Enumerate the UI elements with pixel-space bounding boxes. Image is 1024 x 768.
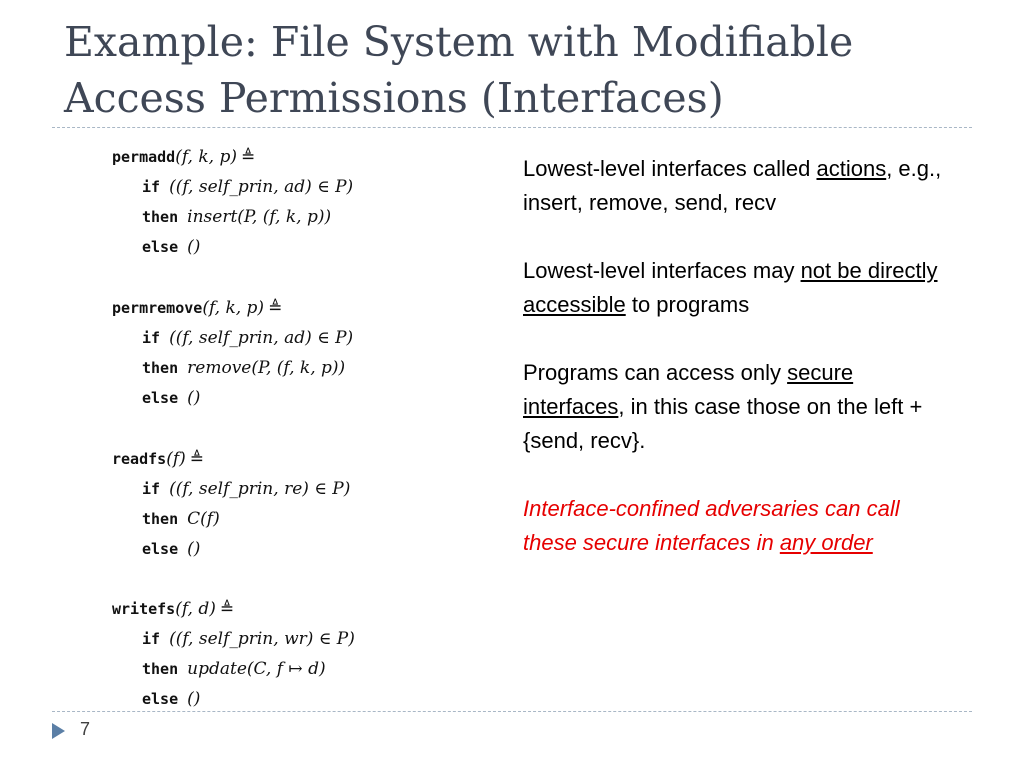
code-if-line xyxy=(112,474,350,504)
code-else-line xyxy=(112,534,350,564)
code-if-line xyxy=(112,624,355,654)
code-if-line xyxy=(112,172,353,202)
if-keyword: if xyxy=(142,178,161,196)
text-run: Lowest-level interfaces may xyxy=(523,258,801,283)
if-keyword: if xyxy=(142,329,161,347)
func-args: (f, k, p) xyxy=(175,147,237,167)
condition: ((f, self_prin, ad) ∈ P) xyxy=(169,177,354,197)
page-number: 7 xyxy=(80,719,91,739)
code-else-line xyxy=(112,684,355,714)
then-expression: C(f) xyxy=(187,509,220,529)
defeq-symbol: ≜ xyxy=(219,599,235,619)
else-expression: () xyxy=(187,539,201,559)
paragraph-actions xyxy=(523,152,953,220)
code-block-writefs xyxy=(112,594,355,714)
footer-divider xyxy=(52,711,972,712)
else-expression: () xyxy=(187,689,201,709)
else-keyword: else xyxy=(142,540,179,558)
code-else-line xyxy=(112,383,353,413)
paragraph-not-accessible xyxy=(523,254,953,322)
condition: ((f, self_prin, ad) ∈ P) xyxy=(169,328,354,348)
text-run: Programs can access only xyxy=(523,360,788,385)
code-then-line xyxy=(112,202,353,232)
func-name: permadd xyxy=(112,148,176,166)
code-block-permadd xyxy=(112,142,353,262)
triangle-right-icon xyxy=(52,723,65,739)
code-then-line xyxy=(112,353,353,383)
paragraph-secure-interfaces xyxy=(523,356,953,458)
defeq-symbol: ≜ xyxy=(189,449,204,469)
slide-title xyxy=(64,14,964,126)
underlined-term: not be directly accessible xyxy=(523,258,938,317)
func-name: writefs xyxy=(112,600,176,618)
code-if-line xyxy=(112,323,353,353)
code-then-line xyxy=(112,654,355,684)
then-expression: insert(P, (f, k, p)) xyxy=(187,207,332,227)
then-keyword: then xyxy=(142,208,179,226)
text-run: Lowest-level interfaces called xyxy=(523,156,817,181)
title-divider xyxy=(52,127,972,128)
func-name: permremove xyxy=(112,299,203,317)
text-run: Interface-confined adversaries can call these secure interfaces in xyxy=(523,496,900,555)
title-line-2: Access Permissions (Interfaces) xyxy=(64,74,724,122)
code-head xyxy=(112,594,355,624)
func-args: (f) xyxy=(166,449,186,469)
explanation-text xyxy=(523,152,953,594)
text-run: , e.g., insert, remove, send, recv xyxy=(523,156,942,215)
underlined-term: any order xyxy=(779,530,873,555)
defeq-symbol: ≜ xyxy=(240,147,256,167)
else-keyword: else xyxy=(142,690,179,708)
defeq-symbol: ≜ xyxy=(268,298,283,318)
else-expression: () xyxy=(187,237,201,257)
code-block-permremove xyxy=(112,293,353,413)
then-keyword: then xyxy=(142,660,179,678)
if-keyword: if xyxy=(142,480,161,498)
then-keyword: then xyxy=(142,359,179,377)
condition: ((f, self_prin, re) ∈ P) xyxy=(169,479,351,499)
text-run: to programs xyxy=(625,292,750,317)
func-args: (f, d) xyxy=(175,599,216,619)
code-head xyxy=(112,142,353,172)
else-keyword: else xyxy=(142,389,179,407)
code-then-line xyxy=(112,504,350,534)
code-else-line xyxy=(112,232,353,262)
else-keyword: else xyxy=(142,238,179,256)
if-keyword: if xyxy=(142,630,161,648)
code-head xyxy=(112,293,353,323)
func-args: (f, k, p) xyxy=(202,298,265,318)
then-keyword: then xyxy=(142,510,179,528)
func-name: readfs xyxy=(112,450,167,468)
then-expression: update(C, f ↦ d) xyxy=(187,659,326,679)
underlined-term: secure interfaces xyxy=(523,360,854,419)
then-expression: remove(P, (f, k, p)) xyxy=(187,358,346,378)
else-expression: () xyxy=(187,388,201,408)
code-panel xyxy=(112,142,492,714)
underlined-term: actions xyxy=(816,156,887,181)
condition: ((f, self_prin, wr) ∈ P) xyxy=(169,629,355,649)
text-run: , in this case those on the left + {send, recv}. xyxy=(523,394,923,453)
paragraph-adversaries xyxy=(523,492,953,560)
code-block-readfs xyxy=(112,444,350,564)
title-line-1: Example: File System with Modifiable xyxy=(64,18,854,66)
code-head xyxy=(112,444,350,474)
